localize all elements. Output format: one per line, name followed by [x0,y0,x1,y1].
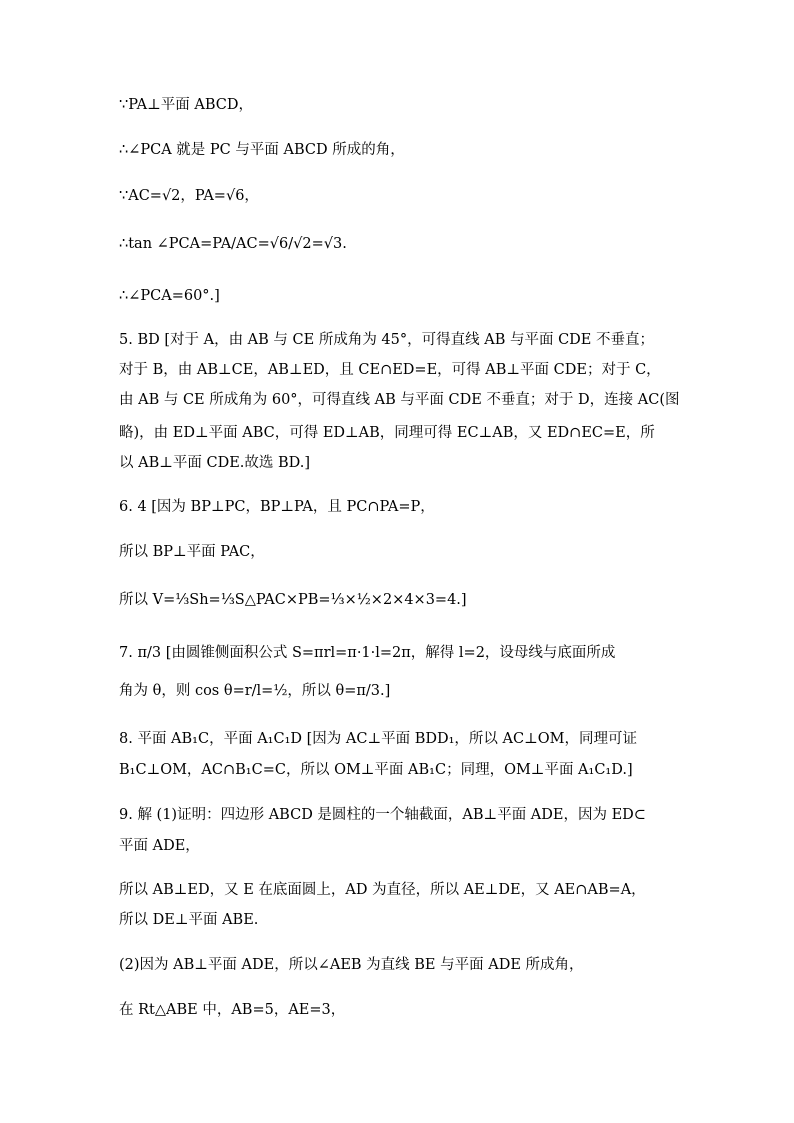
text-line: 所以 BP⊥平面 PAC， [119,544,265,560]
text-line: 平面 ADE， [119,838,200,854]
text-line: ∵AC=√2，PA=√6， [119,188,259,204]
answer-9-line: 9. 解 (1)证明：四边形 ABCD 是圆柱的一个轴截面，AB⊥平面 ADE，因为 ED⊂ [119,807,646,823]
text-line: ∴∠PCA 就是 PC 与平面 ABCD 所成的角， [119,142,405,158]
text-line: B₁C⊥OM，AC∩B₁C=C，所以 OM⊥平面 AB₁C；同理，OM⊥平面 A₁C₁D.] [119,762,633,778]
answer-8-line: 8. 平面 AB₁C，平面 A₁C₁D [因为 AC⊥平面 BDD₁，所以 AC⊥OM，同理可证 [119,731,637,747]
text-line: 角为 θ，则 cos θ=r/l=½，所以 θ=π/3.] [119,683,391,699]
answer-6-line: 6. 4 [因为 BP⊥PC，BP⊥PA，且 PC∩PA=P， [119,499,435,515]
answer-5-line: 5. BD [对于 A，由 AB 与 CE 所成角为 45°，可得直线 AB 与平面 CDE 不垂直； [119,332,654,348]
text-line: ∴∠PCA=60°.] [119,288,220,304]
text-line: 所以 DE⊥平面 ABE. [119,912,259,928]
text-line: 由 AB 与 CE 所成角为 60°，可得直线 AB 与平面 CDE 不垂直；对于 D，连接 AC(图 [119,392,680,408]
answer-7-line: 7. π/3 [由圆锥侧面积公式 S=πrl=π·1·l=2π，解得 l=2，设母线与底面所成 [119,645,616,661]
text-line: 以 AB⊥平面 CDE.故选 BD.] [119,455,311,471]
text-line: ∵PA⊥平面 ABCD， [119,97,253,113]
text-line: ∴tan ∠PCA=PA/AC=√6/√2=√3. [119,236,347,252]
text-line: (2)因为 AB⊥平面 ADE，所以∠AEB 为直线 BE 与平面 ADE 所成角， [119,957,584,973]
text-line: 在 Rt△ABE 中，AB=5，AE=3， [119,1002,346,1018]
text-line: 所以 V=⅓Sh=⅓S△PAC×PB=⅓×½×2×4×3=4.] [119,592,467,608]
text-line: 略)，由 ED⊥平面 ABC，可得 ED⊥AB，同理可得 EC⊥AB，又 ED∩EC=E，所 [119,425,655,441]
text-line: 对于 B，由 AB⊥CE，AB⊥ED，且 CE∩ED=E，可得 AB⊥平面 CDE；对于 C， [119,362,661,378]
text-line: 所以 AB⊥ED，又 E 在底面圆上，AD 为直径，所以 AE⊥DE，又 AE∩AB=A， [119,882,646,898]
